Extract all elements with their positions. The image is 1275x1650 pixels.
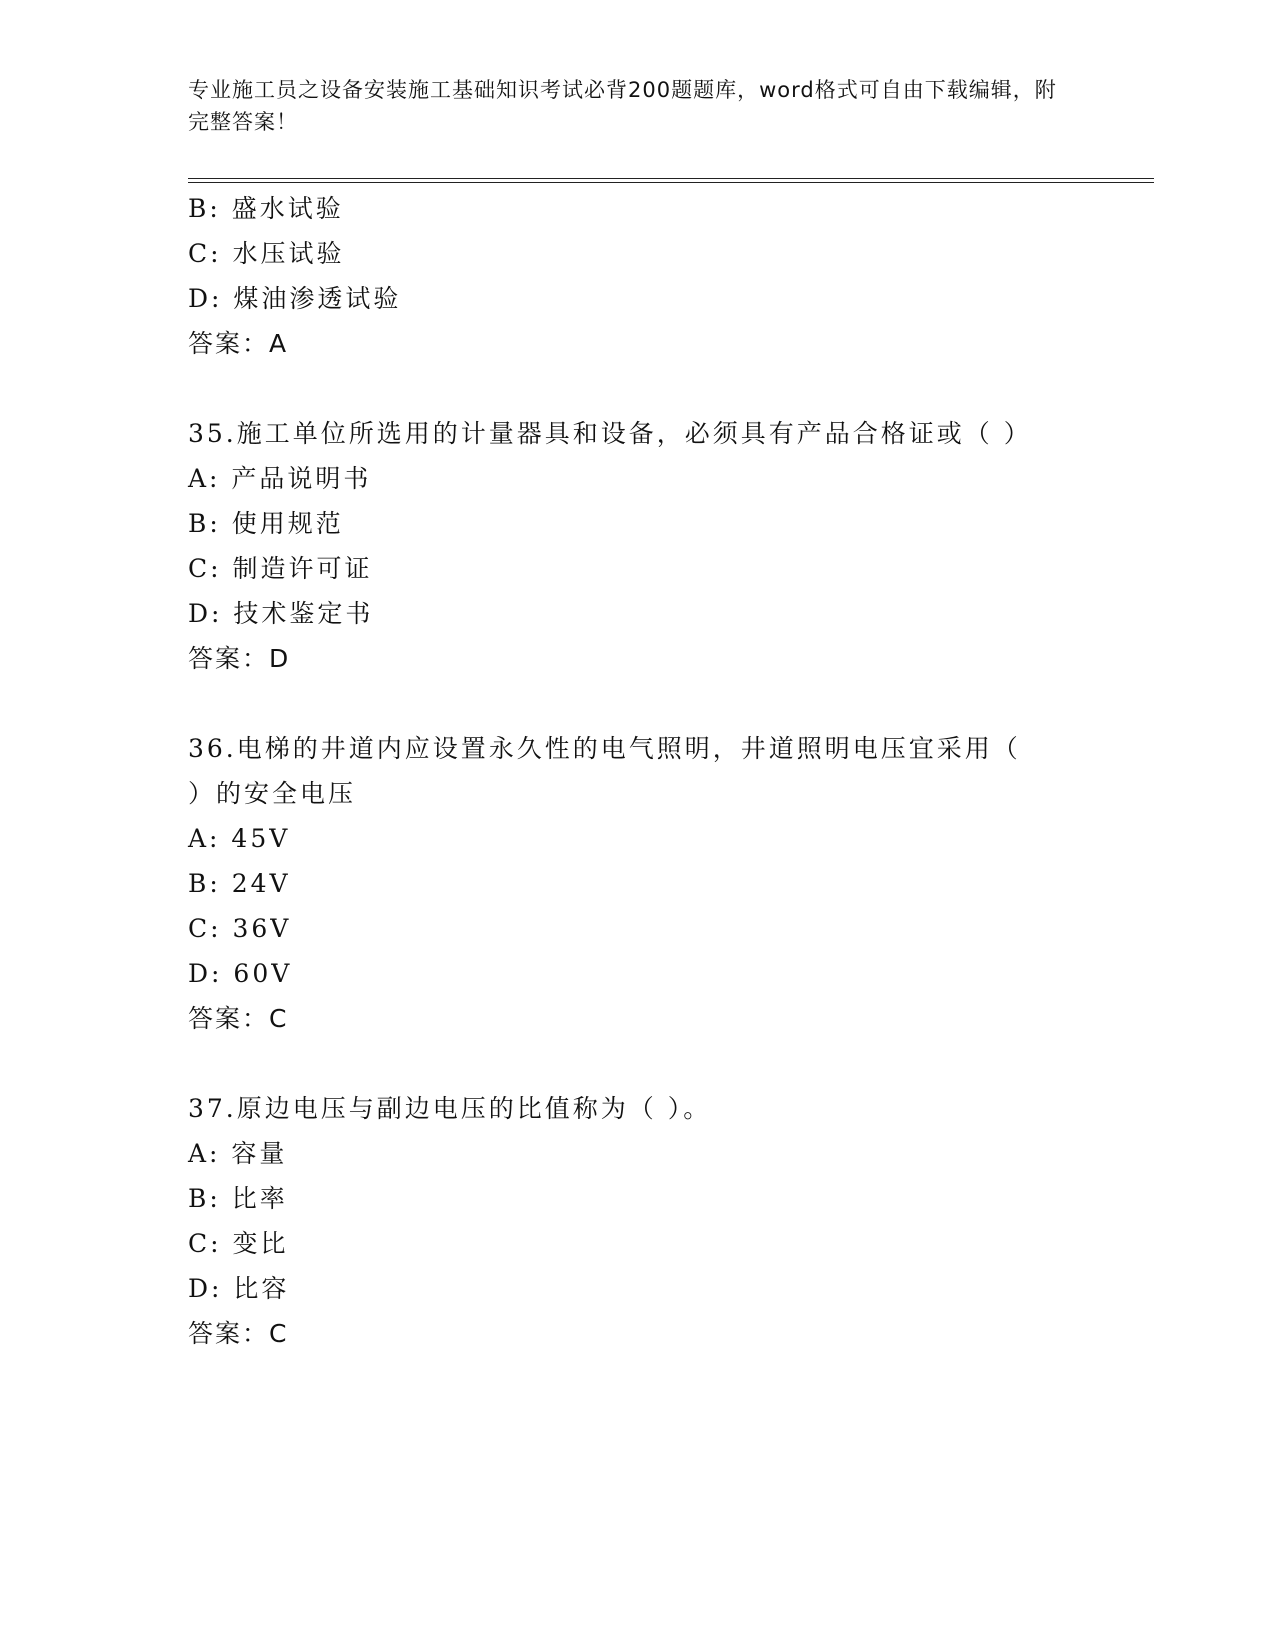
question-stem: 36.电梯的井道内应设置永久性的电气照明，井道照明电压宜采用（ bbox=[188, 734, 1021, 763]
option-a: A: 容量 bbox=[188, 1139, 288, 1168]
option-c: C: 制造许可证 bbox=[188, 554, 373, 583]
header-divider-top bbox=[188, 178, 1154, 179]
option-a: A: 产品说明书 bbox=[188, 464, 372, 493]
question-stem: 37.原边电压与副边电压的比值称为（ ）。 bbox=[188, 1094, 712, 1123]
option-b: B: 24V bbox=[188, 869, 291, 898]
option-c: C: 水压试验 bbox=[188, 239, 345, 268]
answer-text: 答案：C bbox=[188, 1004, 289, 1033]
option-c: C: 36V bbox=[188, 914, 292, 943]
document-header: 专业施工员之设备安装施工基础知识考试必背200题题库，word格式可自由下载编辑，附完整答案！ bbox=[188, 78, 1057, 134]
answer-text: 答案：D bbox=[188, 644, 291, 673]
option-d: D: 煤油渗透试验 bbox=[188, 284, 402, 313]
option-d: D: 技术鉴定书 bbox=[188, 599, 374, 628]
answer-text: 答案：A bbox=[188, 329, 289, 358]
header-divider-bottom bbox=[188, 182, 1154, 183]
answer-text: 答案：C bbox=[188, 1319, 289, 1348]
question-stem: 35.施工单位所选用的计量器具和设备，必须具有产品合格证或（ ） bbox=[188, 419, 1032, 448]
option-c: C: 变比 bbox=[188, 1229, 289, 1258]
option-a: A: 45V bbox=[188, 824, 291, 853]
option-d: D: 60V bbox=[188, 959, 293, 988]
option-b: B: 盛水试验 bbox=[188, 194, 344, 223]
question-stem-continuation: ）的安全电压 bbox=[188, 779, 357, 808]
option-b: B: 比率 bbox=[188, 1184, 288, 1213]
option-b: B: 使用规范 bbox=[188, 509, 344, 538]
option-d: D: 比容 bbox=[188, 1274, 290, 1303]
